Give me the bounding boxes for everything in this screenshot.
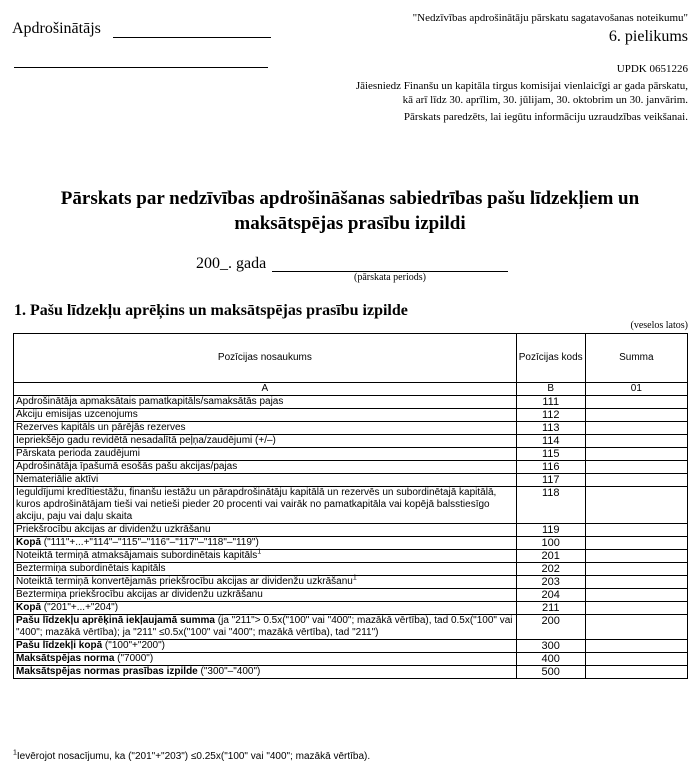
row-sum-cell[interactable] bbox=[585, 435, 687, 448]
insurer-line bbox=[113, 37, 271, 38]
row-name: Apdrošinātāja apmaksātais pamatkapitāls/samaksātās pajas bbox=[14, 396, 517, 409]
row-sum-cell[interactable] bbox=[585, 589, 687, 602]
units-note: (veselos latos) bbox=[630, 320, 688, 331]
row-sum-cell[interactable] bbox=[585, 537, 687, 550]
row-name: Rezerves kapitāls un pārējās rezerves bbox=[14, 422, 517, 435]
row-sum-cell[interactable] bbox=[585, 422, 687, 435]
row-code: 201 bbox=[516, 550, 585, 563]
row-code: 119 bbox=[516, 524, 585, 537]
row-code: 116 bbox=[516, 461, 585, 474]
row-sum-cell[interactable] bbox=[585, 524, 687, 537]
row-name: Iepriekšējo gadu revidētā nesadalītā peļņa/zaudējumi (+/–) bbox=[14, 435, 517, 448]
period-caption: (pārskata periods) bbox=[354, 272, 426, 283]
row-name: Pārskata perioda zaudējumi bbox=[14, 448, 517, 461]
row-code: 112 bbox=[516, 409, 585, 422]
table-row bbox=[14, 461, 688, 474]
table-row bbox=[14, 640, 688, 653]
title-line: maksātspējas prasību izpildi bbox=[234, 213, 466, 234]
row-sum-cell[interactable] bbox=[585, 474, 687, 487]
appendix-number: 6. pielikums bbox=[608, 28, 688, 45]
row-code: 300 bbox=[516, 640, 585, 653]
column-header-sum: Summa bbox=[585, 334, 687, 383]
row-name: Pašu līdzekļu aprēķinā iekļaujamā summa (ja "211"> 0.5x("100" vai "400"; mazākā vērtība), tad 0.5x("100" vai "400"; mazākā vērtība); ja "211" ≤0.5x("100" vai "400"; mazākā vērtība), tad "211") bbox=[14, 615, 517, 640]
row-code: 113 bbox=[516, 422, 585, 435]
row-name: Pašu līdzekļi kopā ("100"+"200") bbox=[14, 640, 517, 653]
form-code: UPDK 0651226 bbox=[616, 63, 688, 75]
row-name: Noteiktā termiņā atmaksājamais subordinētais kapitāls$^1$ bbox=[14, 550, 517, 563]
row-code: 203 bbox=[516, 576, 585, 589]
row-code: 202 bbox=[516, 563, 585, 576]
row-name: Beztermiņa subordinētais kapitāls bbox=[14, 563, 517, 576]
row-code: 500 bbox=[516, 666, 585, 679]
insurer-field bbox=[12, 20, 271, 38]
table-row bbox=[14, 448, 688, 461]
row-code: 200 bbox=[516, 615, 585, 640]
table-row bbox=[14, 615, 688, 640]
row-sum-cell[interactable] bbox=[585, 409, 687, 422]
row-name: Kopā ("111"+...+"114"–"115"–"116"–"117"–"118"–"119") bbox=[14, 537, 517, 550]
column-letter: B bbox=[516, 383, 585, 396]
row-sum-cell[interactable] bbox=[585, 461, 687, 474]
table-row bbox=[14, 422, 688, 435]
regulation-name: "Nedzīvības apdrošinātāju pārskatu sagatavošanas noteikumu" bbox=[412, 12, 688, 24]
row-sum-cell[interactable] bbox=[585, 487, 687, 524]
submission-line: kā arī līdz 30. aprīlim, 30. jūlijam, 30. oktobrim un 30. janvārim. bbox=[402, 94, 688, 106]
table-row bbox=[14, 396, 688, 409]
table-row bbox=[14, 602, 688, 615]
table-header-row bbox=[14, 334, 688, 383]
row-code: 114 bbox=[516, 435, 585, 448]
year-label: 200_. gada bbox=[196, 255, 267, 272]
report-title bbox=[0, 186, 700, 236]
row-name: Nemateriālie aktīvi bbox=[14, 474, 517, 487]
row-code: 115 bbox=[516, 448, 585, 461]
table-row bbox=[14, 653, 688, 666]
row-name: Maksātspējas normas prasības izpilde ("300"–"400") bbox=[14, 666, 517, 679]
row-sum-cell[interactable] bbox=[585, 576, 687, 589]
footnote-mark: 1 bbox=[13, 749, 17, 757]
table-row bbox=[14, 563, 688, 576]
table-row bbox=[14, 666, 688, 679]
row-sum-cell[interactable] bbox=[585, 640, 687, 653]
table-row bbox=[14, 576, 688, 589]
row-sum-cell[interactable] bbox=[585, 653, 687, 666]
row-code: 204 bbox=[516, 589, 585, 602]
row-sum-cell[interactable] bbox=[585, 563, 687, 576]
row-sum-cell[interactable] bbox=[585, 615, 687, 640]
column-letter-row bbox=[14, 383, 688, 396]
row-code: 100 bbox=[516, 537, 585, 550]
insurer-second-line bbox=[14, 67, 268, 68]
submission-note bbox=[356, 79, 688, 107]
row-sum-cell[interactable] bbox=[585, 550, 687, 563]
row-sum-cell[interactable] bbox=[585, 396, 687, 409]
row-name: Kopā ("201"+...+"204") bbox=[14, 602, 517, 615]
column-header-code: Pozīcijas kods bbox=[516, 334, 585, 383]
row-code: 400 bbox=[516, 653, 585, 666]
title-line: Pārskats par nedzīvības apdrošināšanas sabiedrības pašu līdzekļiem un bbox=[60, 188, 640, 209]
column-letter: 01 bbox=[585, 383, 687, 396]
row-name: Maksātspējas norma ("7000") bbox=[14, 653, 517, 666]
solvency-table bbox=[13, 333, 688, 679]
row-code: 111 bbox=[516, 396, 585, 409]
footnote bbox=[13, 751, 370, 762]
row-sum-cell[interactable] bbox=[585, 448, 687, 461]
purpose-note: Pārskats paredzēts, lai iegūtu informāciju uzraudzības veikšanai. bbox=[403, 111, 688, 123]
row-name: Priekšrocību akcijas ar dividenžu uzkrāšanu bbox=[14, 524, 517, 537]
row-code: 118 bbox=[516, 487, 585, 524]
column-header-name: Pozīcijas nosaukums bbox=[14, 334, 517, 383]
footnote-text: Ievērojot nosacījumu, ka ("201"+"203") ≤0.25x("100" vai "400"; mazākā vērtība). bbox=[16, 751, 371, 762]
table-row bbox=[14, 537, 688, 550]
table-row bbox=[14, 524, 688, 537]
table-row bbox=[14, 487, 688, 524]
table-row bbox=[14, 474, 688, 487]
row-name: Ieguldījumi kredītiestāžu, finanšu iestāžu un pārapdrošinātāju kapitālā un rezervēs un subordinētajā kapitālā, kuros apdrošinātājam tieši vai netieši pieder 20 procenti vai vairāk no pamatkapitāla vai kopējā balsstiesīgo akciju, paju vai daļu skaita bbox=[14, 487, 517, 524]
row-name: Beztermiņa priekšrocību akcijas ar dividenžu uzkrāšanu bbox=[14, 589, 517, 602]
row-sum-cell[interactable] bbox=[585, 602, 687, 615]
submission-line: Jāiesniedz Finanšu un kapitāla tirgus komisijai vienlaicīgi ar gada pārskatu, bbox=[355, 80, 688, 92]
section-heading: 1. Pašu līdzekļu aprēķins un maksātspējas prasību izpilde bbox=[14, 302, 408, 319]
row-sum-cell[interactable] bbox=[585, 666, 687, 679]
row-name: Noteiktā termiņā konvertējamās priekšrocību akcijas ar dividenžu uzkrāšanu$^1$ bbox=[14, 576, 517, 589]
table-row bbox=[14, 409, 688, 422]
row-code: 211 bbox=[516, 602, 585, 615]
insurer-label: Apdrošinātājs bbox=[12, 20, 101, 37]
row-code: 117 bbox=[516, 474, 585, 487]
row-name: Apdrošinātāja īpašumā esošās pašu akcijas/pajas bbox=[14, 461, 517, 474]
row-name: Akciju emisijas uzcenojums bbox=[14, 409, 517, 422]
table-row bbox=[14, 550, 688, 563]
column-letter: A bbox=[14, 383, 517, 396]
table-row bbox=[14, 589, 688, 602]
table-row bbox=[14, 435, 688, 448]
